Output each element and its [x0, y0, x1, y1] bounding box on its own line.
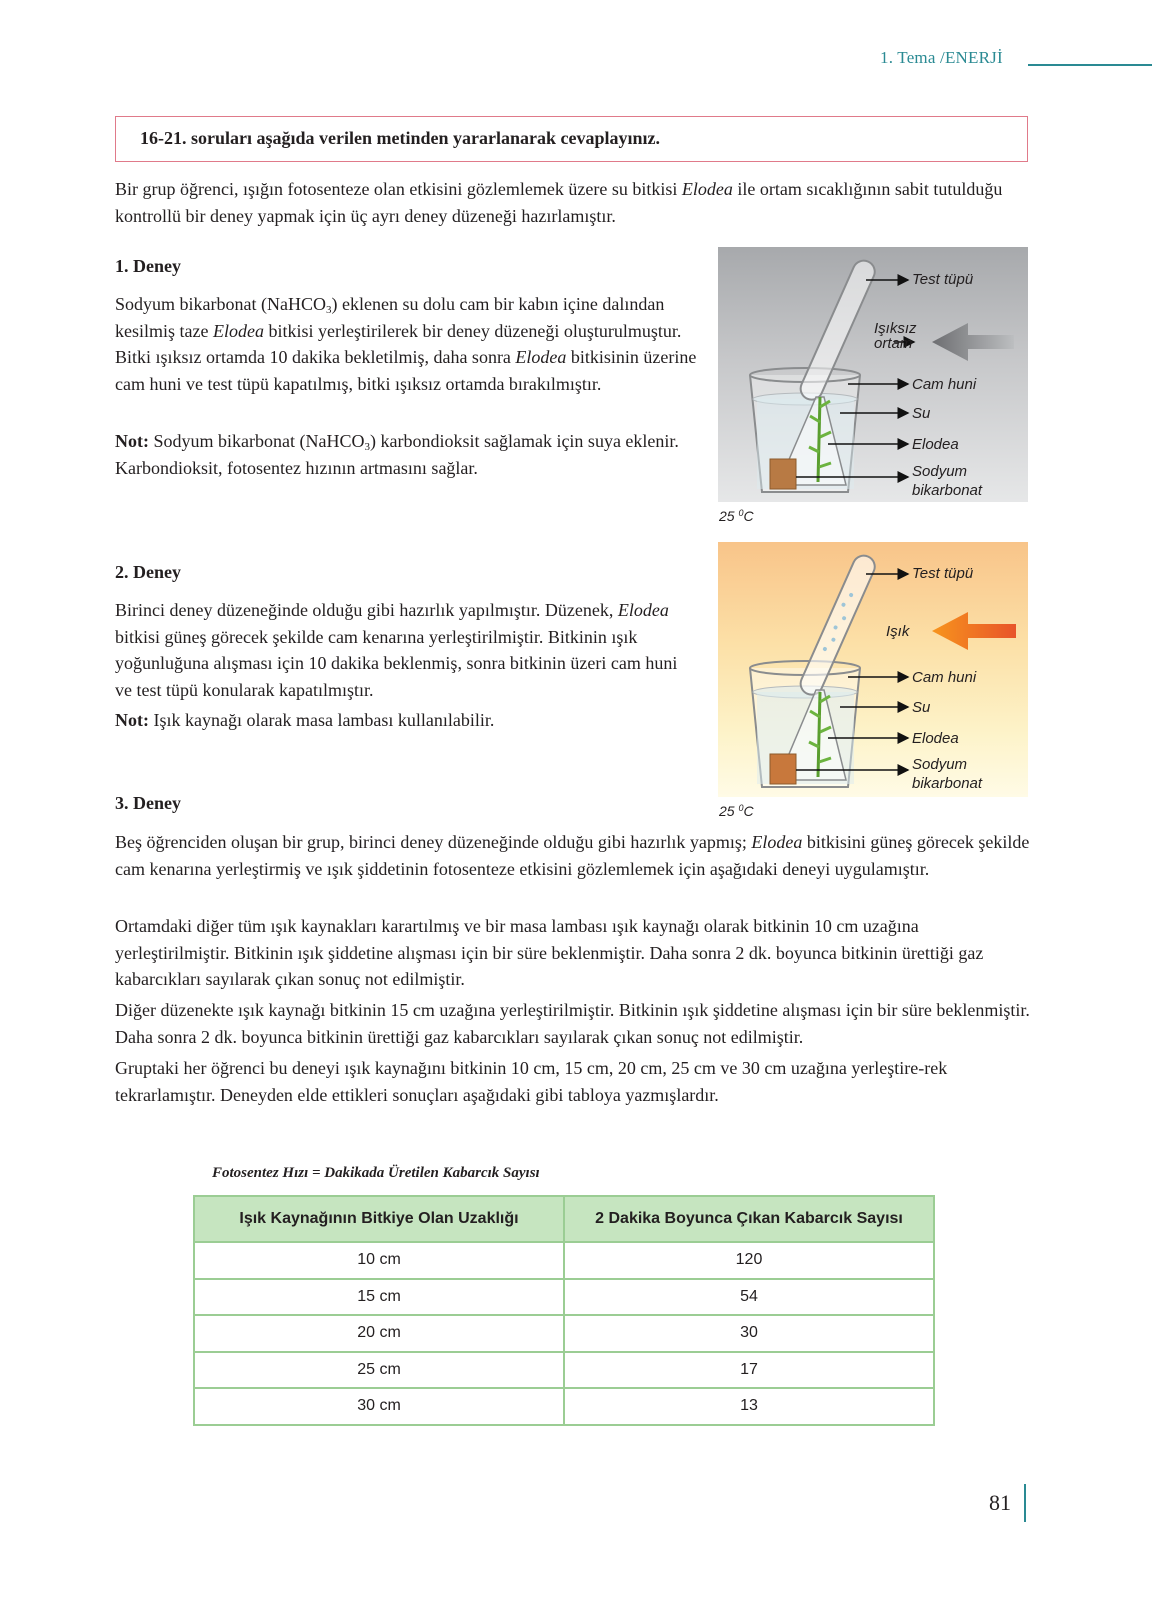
page-number: 81 [989, 1490, 1011, 1515]
exp3-paragraph-3: Diğer düzenekte ışık kaynağı bitkinin 15 cm uzağına yerleştirilmiştir. Bitkinin ışık şiddetine alışması için bir süre beklenmiştir. Daha sonra 2 dk. boyunca bitkinin ürettiği gaz kabarcıkları sayılarak çıkan sonuç not edilmiştir. [115, 1000, 1030, 1047]
exp2-paragraph [115, 597, 685, 703]
fig1-temp-value: 25 [719, 508, 735, 524]
exp1-sub: 3 [325, 304, 332, 316]
exp2-figure [718, 542, 1028, 797]
fig2-water-label: Su [912, 699, 931, 716]
fig2-plant-label: Elodea [912, 730, 959, 747]
table-caption: Fotosentez Hızı = Dakikada Üretilen Kabarcık Sayısı [212, 1165, 540, 1181]
table-cell-distance: 30 cm [194, 1388, 564, 1425]
fig1-temp-unit: C [743, 508, 754, 524]
table-cell-bubbles: 13 [564, 1388, 934, 1425]
exp2-note [115, 707, 700, 734]
exp2-apparatus-illustration [718, 542, 1028, 797]
table-row [194, 1352, 934, 1389]
table-cell-distance: 20 cm [194, 1315, 564, 1352]
exp2-text-b: bitkisi güneş görecek şekilde cam kenarına yerleştirilmiştir. Bitkinin ışık yoğunluğuna alışması için 10 dakika beklenmiş, sonra bitkinin üzeri cam huni ve test tüpü konularak kapatılmıştır. [115, 626, 678, 700]
fig1-test-tube-label: Test tüpü [912, 271, 974, 288]
exp1-note [115, 428, 700, 481]
header-title: 1. Tema /ENERJİ [880, 48, 1003, 67]
exp3-paragraph-4: Gruptaki her öğrenci bu deneyi ışık kaynağını bitkinin 10 cm, 15 cm, 20 cm, 25 cm ve 30 cm uzağına yerleştire-rek tekrarlamıştır. Deneyden elde ettikleri sonuçları aşağıdaki gibi tabloya yazmışlardır. [115, 1058, 948, 1105]
exp1-note-sub: 3 [364, 441, 370, 453]
exp1-note-label: Not: [115, 431, 149, 451]
exp1-species-2: Elodea [515, 347, 567, 367]
table-row [194, 1242, 934, 1279]
fig2-condition-label: Işık [886, 623, 910, 640]
intro-paragraph [115, 176, 1030, 229]
fig2-funnel-label: Cam huni [912, 669, 977, 686]
exp2-note-label: Not: [115, 710, 149, 730]
exp1-note-text-a: Sodyum bikarbonat (NaHCO [149, 431, 365, 451]
fig1-water-label: Su [912, 405, 931, 422]
fig2-temp-unit: C [743, 803, 754, 819]
table-cell-bubbles: 120 [564, 1242, 934, 1279]
table-cell-distance: 15 cm [194, 1279, 564, 1316]
exp2-note-text: Işık kaynağı olarak masa lambası kullanılabilir. [149, 710, 495, 730]
table-header-distance: Işık Kaynağının Bitkiye Olan Uzaklığı [194, 1196, 564, 1242]
exp3-text-b: bitkisini güneş görecek şekilde cam kenarına yerleştirmiş ve ışık şiddetinin fotosenteze etkisini gözlemlemek için aşağıdaki deneyi uygulamıştır. [115, 832, 1030, 879]
exp1-paragraph [115, 291, 700, 397]
table-row [194, 1279, 934, 1316]
table-row [194, 1315, 934, 1352]
fig2-temp-degree: 0 [738, 803, 744, 813]
exp3-heading: 3. Deney [115, 793, 181, 813]
table-header-bubbles: 2 Dakika Boyunca Çıkan Kabarcık Sayısı [564, 1196, 934, 1242]
fig2-temp-value: 25 [719, 803, 735, 819]
running-header [880, 48, 1152, 78]
results-table [193, 1195, 935, 1426]
intro-text-2: ile ortam sıcaklığının sabit tutulduğu kontrollü bir deney yapmak için üç ayrı deney düzeneği hazırlamıştır. [115, 179, 1003, 226]
exp1-species-1: Elodea [212, 320, 264, 341]
fig1-funnel-label: Cam huni [912, 376, 977, 393]
exp3-species: Elodea [751, 832, 803, 852]
header-rule [1028, 64, 1152, 66]
intro-text-1: Bir grup öğrenci, ışığın fotosenteze olan etkisini gözlemlemek üzere su bitkisi [115, 179, 682, 199]
fig1-condition-line2: ortam [874, 335, 913, 352]
exp1-note-text-b: ) karbondioksit sağlamak için suya eklenir. Karbondioksit, fotosentez hızının artmasını sağlar. [115, 431, 679, 478]
question-instruction-text: 16-21. soruları aşağıda verilen metinden yararlanarak cevaplayınız. [140, 128, 660, 148]
fig1-bicarb-line2: bikarbonat [912, 482, 983, 499]
table-cell-bubbles: 30 [564, 1315, 934, 1352]
table-cell-distance: 10 cm [194, 1242, 564, 1279]
exp1-text-d: bitkisinin üzerine cam huni ve test tüpü kapatılmış, bitki ışıksız ortamda bırakılmıştır. [115, 347, 697, 394]
fig1-bicarb-line1: Sodyum [912, 463, 968, 480]
fig2-test-tube-label: Test tüpü [912, 565, 974, 582]
exp3-paragraph-2: Ortamdaki diğer tüm ışık kaynakları karartılmış ve bir masa lambası ışık kaynağı olarak bitkinin 10 cm uzağına yerleştirilmiştir. Bitkinin ışık şiddetine alışması için bir süre beklenmiştir. Daha sonra 2 dk. boyunca bitkinin ürettiği gaz kabarcıkları sayılarak çıkan sonuç not edilmiştir. [115, 916, 984, 989]
exp1-apparatus-illustration [718, 247, 1028, 502]
table-cell-distance: 25 cm [194, 1352, 564, 1389]
fig2-bicarb-line1: Sodyum [912, 756, 968, 773]
exp2-text-a: Birinci deney düzeneğinde olduğu gibi hazırlık yapılmıştır. Düzenek, [115, 600, 618, 620]
exp2-heading: 2. Deney [115, 562, 181, 582]
exp1-figure [718, 247, 1028, 502]
fig2-temperature [719, 803, 754, 819]
exp3-paragraph-1 [115, 829, 1030, 882]
question-instruction-box [115, 116, 1028, 162]
fig2-bicarb-line2: bikarbonat [912, 775, 983, 792]
exp1-text-c: bitkisi yerleştirilerek bir deney düzeneği oluşturulmuştur. Bitki ışıksız ortamda 10 dakika bekletilmiş, daha sonra [115, 320, 682, 367]
fig1-plant-label: Elodea [912, 436, 959, 453]
exp1-text-a: Sodyum bikarbonat (NaHCO [115, 294, 326, 314]
page-number-rule [1024, 1484, 1026, 1522]
fig1-temp-degree: 0 [738, 508, 744, 518]
exp2-species: Elodea [617, 600, 669, 620]
table-header-row [194, 1196, 934, 1242]
fig1-condition-line1: Işıksız [874, 320, 917, 337]
exp1-heading: 1. Deney [115, 256, 181, 276]
exp3-text-a: Beş öğrenciden oluşan bir grup, birinci deney düzeneğinde olduğu gibi hazırlık yapmış; [115, 832, 752, 852]
table-cell-bubbles: 54 [564, 1279, 934, 1316]
table-row [194, 1388, 934, 1425]
fig1-temperature [719, 508, 754, 524]
table-cell-bubbles: 17 [564, 1352, 934, 1389]
exp1-text-b: ) eklenen su dolu cam bir kabın içine dalından kesilmiş taze [115, 294, 665, 341]
intro-species: Elodea [681, 179, 733, 199]
